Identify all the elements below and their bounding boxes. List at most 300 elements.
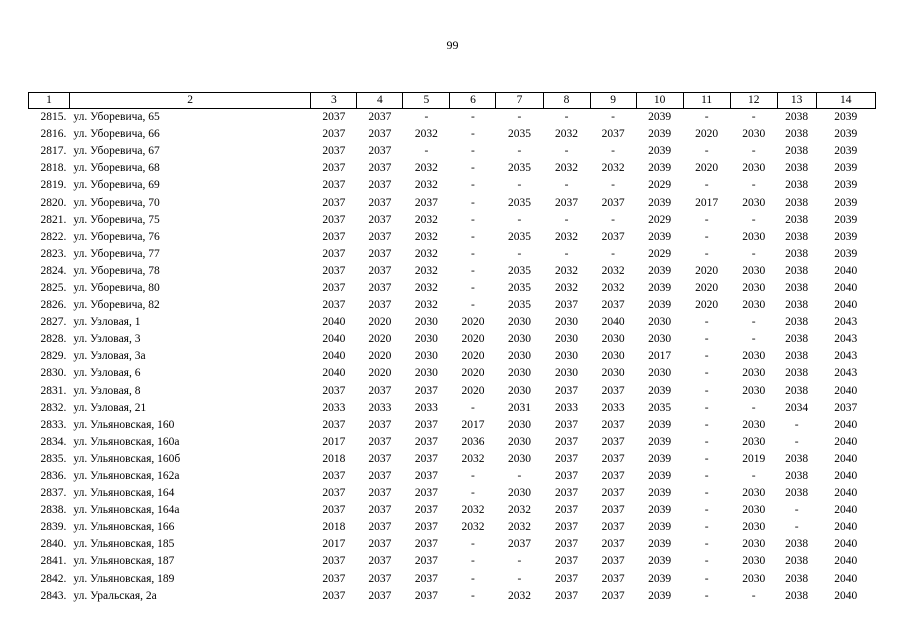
year-cell: 2037 [555, 589, 579, 602]
year-cell: 2037 [368, 179, 392, 192]
year-cell: 2035 [507, 196, 531, 209]
year-cell: - [704, 487, 709, 500]
address-cell: ул. Ульяновская, 164 [73, 487, 175, 500]
year-cell: 2018 [322, 521, 346, 534]
year-cell: 2037 [368, 470, 392, 483]
year-cell: 2038 [785, 111, 809, 124]
address-cell: ул. Уборевича, 77 [73, 247, 160, 260]
row-number-cell: 2831. [40, 384, 67, 397]
table-row [29, 280, 876, 297]
year-cell: 2037 [601, 487, 625, 500]
year-cell: 2032 [461, 452, 485, 465]
year-cell: 2040 [322, 367, 346, 380]
year-cell: - [564, 145, 569, 158]
year-cell: 2038 [785, 367, 809, 380]
year-cell: - [704, 213, 709, 226]
year-cell: 2032 [461, 504, 485, 517]
year-cell: 2040 [834, 589, 858, 602]
year-cell: 2037 [368, 299, 392, 312]
year-cell: 2040 [834, 384, 858, 397]
table-row [29, 383, 876, 400]
year-cell: 2035 [648, 401, 672, 414]
year-cell: 2030 [742, 435, 766, 448]
year-cell: 2032 [601, 162, 625, 175]
row-number-cell: 2823. [40, 247, 67, 260]
year-cell: 2030 [555, 333, 579, 346]
year-cell: 2037 [368, 145, 392, 158]
year-cell: 2040 [834, 521, 858, 534]
year-cell: 2039 [648, 487, 672, 500]
year-cell: 2037 [368, 247, 392, 260]
year-cell: 2037 [368, 572, 392, 585]
year-cell: - [704, 179, 709, 192]
address-cell: ул. Ульяновская, 187 [73, 555, 175, 568]
table-row [29, 502, 876, 519]
year-cell: 2030 [507, 350, 531, 363]
year-cell: 2040 [834, 281, 858, 294]
year-cell: 2038 [785, 128, 809, 141]
page-number: 99 [446, 38, 459, 52]
year-cell: 2029 [648, 247, 672, 260]
year-cell: - [471, 555, 475, 568]
year-cell: 2037 [322, 504, 346, 517]
year-cell: 2039 [648, 418, 672, 431]
year-cell: 2032 [414, 179, 438, 192]
year-cell: 2037 [414, 470, 438, 483]
table-row [29, 588, 876, 605]
year-cell: 2037 [368, 452, 392, 465]
year-cell: 2032 [601, 281, 625, 294]
year-cell: 2037 [322, 196, 346, 209]
year-cell: 2030 [742, 350, 766, 363]
year-cell: 2037 [368, 196, 392, 209]
year-cell: 2036 [461, 435, 485, 448]
year-cell: 2033 [368, 401, 392, 414]
year-cell: 2035 [507, 264, 531, 277]
year-cell: 2037 [322, 299, 346, 312]
year-cell: 2037 [368, 487, 392, 500]
header-cell: 13 [777, 93, 816, 109]
year-cell: - [611, 111, 615, 124]
address-cell: ул. Уборевича, 65 [73, 111, 160, 124]
row-number-cell: 2822. [40, 230, 67, 243]
row-number-cell: 2842. [40, 572, 67, 585]
year-cell: 2030 [742, 367, 766, 380]
table-body [29, 109, 876, 605]
year-cell: - [611, 213, 615, 226]
year-cell: 2034 [785, 401, 809, 414]
year-cell: 2033 [322, 401, 346, 414]
year-cell: - [424, 111, 429, 124]
year-cell: 2037 [507, 538, 531, 551]
year-cell: 2030 [414, 350, 438, 363]
year-cell: - [751, 145, 756, 158]
year-cell: 2030 [507, 452, 531, 465]
header-cell: 2 [69, 93, 310, 109]
year-cell: - [517, 213, 522, 226]
year-cell: 2039 [648, 470, 672, 483]
year-cell: 2037 [414, 384, 438, 397]
year-cell: 2037 [414, 572, 438, 585]
year-cell: - [704, 333, 709, 346]
year-cell: 2040 [834, 470, 858, 483]
row-number-cell: 2836. [40, 470, 67, 483]
header-cell: 3 [311, 93, 357, 109]
year-cell: 2037 [368, 162, 392, 175]
year-cell: 2030 [742, 162, 766, 175]
year-cell: 2037 [555, 418, 579, 431]
year-cell: 2020 [368, 367, 392, 380]
year-cell: - [704, 555, 709, 568]
address-cell: ул. Уборевича, 70 [73, 196, 160, 209]
year-cell: 2030 [742, 487, 766, 500]
year-cell: 2037 [368, 111, 392, 124]
header-cell: 4 [357, 93, 403, 109]
header-cell: 8 [543, 93, 590, 109]
address-cell: ул. Уборевича, 67 [73, 145, 160, 158]
year-cell: 2040 [322, 316, 346, 329]
year-cell: - [517, 572, 522, 585]
year-cell: - [704, 589, 709, 602]
year-cell: 2039 [648, 264, 672, 277]
year-cell: 2030 [555, 316, 579, 329]
header-cell: 6 [450, 93, 496, 109]
year-cell: 2037 [322, 487, 346, 500]
year-cell: 2037 [414, 504, 438, 517]
year-cell: - [704, 367, 709, 380]
table-row [29, 177, 876, 194]
table-row [29, 519, 876, 536]
address-cell: ул. Ульяновская, 166 [73, 521, 175, 534]
year-cell: - [564, 247, 569, 260]
year-cell: 2020 [461, 350, 485, 363]
year-cell: 2037 [414, 555, 438, 568]
year-cell: 2037 [368, 230, 392, 243]
year-cell: 2040 [834, 555, 858, 568]
year-cell: 2037 [601, 504, 625, 517]
year-cell: 2037 [368, 521, 392, 534]
year-cell: 2039 [834, 179, 858, 192]
year-cell: 2030 [742, 128, 766, 141]
year-cell: 2030 [648, 316, 672, 329]
year-cell: 2037 [555, 538, 579, 551]
year-cell: 2030 [742, 264, 766, 277]
table-row [29, 109, 876, 127]
address-cell: ул. Уборевича, 68 [73, 162, 160, 175]
header-cell: 9 [590, 93, 636, 109]
year-cell: 2030 [742, 555, 766, 568]
year-cell: 2039 [648, 162, 672, 175]
year-cell: - [611, 145, 615, 158]
year-cell: 2037 [322, 555, 346, 568]
year-cell: 2020 [695, 264, 719, 277]
year-cell: - [704, 452, 709, 465]
year-cell: 2033 [555, 401, 579, 414]
year-cell: 2032 [414, 264, 438, 277]
year-cell: 2037 [601, 196, 625, 209]
year-cell: - [704, 316, 709, 329]
year-cell: 2029 [648, 179, 672, 192]
table-row [29, 160, 876, 177]
year-cell: 2039 [834, 162, 858, 175]
address-cell: ул. Узловая, 1 [73, 316, 141, 329]
table-row [29, 331, 876, 348]
year-cell: 2037 [322, 247, 346, 260]
year-cell: - [471, 572, 475, 585]
year-cell: 2038 [785, 316, 809, 329]
row-number-cell: 2837. [40, 487, 67, 500]
year-cell: 2030 [507, 367, 531, 380]
year-cell: 2037 [414, 196, 438, 209]
year-cell: 2030 [414, 367, 438, 380]
table-row [29, 126, 876, 143]
year-cell: 2037 [555, 196, 579, 209]
year-cell: 2037 [555, 470, 579, 483]
year-cell: 2037 [555, 521, 579, 534]
year-cell: 2037 [368, 538, 392, 551]
year-cell: 2032 [414, 230, 438, 243]
row-number-cell: 2821. [40, 213, 67, 226]
year-cell: 2032 [555, 230, 579, 243]
year-cell: 2032 [555, 128, 579, 141]
year-cell: 2039 [834, 128, 858, 141]
year-cell: 2037 [601, 572, 625, 585]
year-cell: 2037 [414, 589, 438, 602]
address-cell: ул. Узловая, 21 [73, 401, 147, 414]
year-cell: - [704, 470, 709, 483]
table-row [29, 536, 876, 553]
year-cell: - [564, 213, 569, 226]
year-cell: - [704, 435, 709, 448]
year-cell: - [611, 179, 615, 192]
year-cell: - [471, 196, 475, 209]
year-cell: 2037 [555, 572, 579, 585]
year-cell: 2037 [322, 384, 346, 397]
year-cell: 2035 [507, 162, 531, 175]
year-cell: 2038 [785, 589, 809, 602]
year-cell: 2030 [507, 333, 531, 346]
year-cell: 2037 [601, 418, 625, 431]
year-cell: - [751, 401, 756, 414]
year-cell: 2038 [785, 299, 809, 312]
year-cell: - [704, 247, 709, 260]
year-cell: 2040 [834, 452, 858, 465]
year-cell: - [471, 470, 475, 483]
year-cell: 2037 [834, 401, 858, 414]
year-cell: 2037 [368, 435, 392, 448]
row-number-cell: 2816. [40, 128, 67, 141]
year-cell: 2037 [601, 230, 625, 243]
row-number-cell: 2827. [40, 316, 67, 329]
year-cell: - [471, 299, 475, 312]
year-cell: 2040 [834, 504, 858, 517]
year-cell: - [517, 145, 522, 158]
year-cell: - [517, 247, 522, 260]
row-number-cell: 2819. [40, 179, 67, 192]
year-cell: 2037 [368, 555, 392, 568]
year-cell: 2038 [785, 572, 809, 585]
year-cell: - [751, 213, 756, 226]
year-cell: 2038 [785, 470, 809, 483]
year-cell: 2038 [785, 487, 809, 500]
year-cell: - [471, 487, 475, 500]
year-cell: - [704, 521, 709, 534]
row-number-cell: 2817. [40, 145, 67, 158]
year-cell: 2039 [834, 145, 858, 158]
year-cell: - [564, 111, 569, 124]
year-cell: 2039 [648, 452, 672, 465]
year-cell: 2039 [834, 247, 858, 260]
year-cell: 2037 [601, 435, 625, 448]
year-cell: 2035 [507, 299, 531, 312]
year-cell: - [611, 247, 615, 260]
year-cell: - [751, 316, 756, 329]
year-cell: 2020 [461, 367, 485, 380]
header-cell: 11 [683, 93, 730, 109]
address-cell: ул. Ульяновская, 160а [73, 435, 180, 448]
year-cell: 2040 [834, 435, 858, 448]
year-cell: 2020 [695, 128, 719, 141]
table-row [29, 297, 876, 314]
table-row [29, 194, 876, 211]
year-cell: - [794, 435, 799, 448]
year-cell: 2032 [414, 247, 438, 260]
year-cell: 2038 [785, 264, 809, 277]
year-cell: 2037 [368, 384, 392, 397]
header-cell: 14 [816, 93, 875, 109]
year-cell: 2038 [785, 179, 809, 192]
year-cell: 2039 [648, 521, 672, 534]
year-cell: 2038 [785, 162, 809, 175]
year-cell: 2017 [322, 538, 346, 551]
year-cell: 2030 [555, 367, 579, 380]
year-cell: - [471, 128, 475, 141]
year-cell: 2040 [601, 316, 625, 329]
table-row [29, 571, 876, 588]
year-cell: - [751, 111, 756, 124]
table-row [29, 553, 876, 570]
year-cell: 2037 [368, 418, 392, 431]
table-row [29, 365, 876, 382]
year-cell: 2030 [742, 196, 766, 209]
year-cell: 2040 [834, 572, 858, 585]
row-number-cell: 2828. [40, 333, 67, 346]
year-cell: 2037 [601, 555, 625, 568]
year-cell: 2043 [834, 333, 858, 346]
address-cell: ул. Уборевича, 69 [73, 179, 160, 192]
year-cell: 2037 [322, 418, 346, 431]
year-cell: 2032 [507, 521, 531, 534]
year-cell: 2039 [648, 128, 672, 141]
year-cell: 2038 [785, 452, 809, 465]
year-cell: 2030 [742, 538, 766, 551]
year-cell: 2039 [834, 230, 858, 243]
year-cell: 2037 [322, 572, 346, 585]
year-cell: 2040 [322, 333, 346, 346]
year-cell: 2037 [414, 538, 438, 551]
year-cell: - [471, 589, 475, 602]
year-cell: 2039 [834, 213, 858, 226]
year-cell: 2037 [322, 145, 346, 158]
year-cell: 2037 [322, 281, 346, 294]
row-number-cell: 2841. [40, 555, 67, 568]
year-cell: 2037 [555, 452, 579, 465]
table-row [29, 229, 876, 246]
year-cell: - [751, 179, 756, 192]
year-cell: 2037 [601, 538, 625, 551]
year-cell: 2030 [742, 281, 766, 294]
year-cell: 2039 [648, 538, 672, 551]
year-cell: - [794, 521, 799, 534]
table-row [29, 400, 876, 417]
schedule-table [28, 92, 876, 605]
year-cell: 2030 [742, 504, 766, 517]
year-cell: 2032 [555, 162, 579, 175]
header-cell: 7 [496, 93, 543, 109]
year-cell: - [471, 281, 475, 294]
row-number-cell: 2820. [40, 196, 67, 209]
year-cell: - [751, 247, 756, 260]
header-cell: 12 [730, 93, 777, 109]
year-cell: - [704, 418, 709, 431]
row-number-cell: 2829. [40, 350, 67, 363]
year-cell: - [704, 230, 709, 243]
year-cell: 2039 [648, 555, 672, 568]
year-cell: 2030 [507, 316, 531, 329]
table-row [29, 451, 876, 468]
year-cell: 2032 [555, 281, 579, 294]
year-cell: 2039 [648, 281, 672, 294]
year-cell: 2037 [322, 213, 346, 226]
year-cell: 2039 [648, 145, 672, 158]
year-cell: 2038 [785, 196, 809, 209]
year-cell: 2030 [555, 350, 579, 363]
year-cell: - [517, 470, 522, 483]
address-cell: ул. Ульяновская, 162а [73, 470, 180, 483]
year-cell: 2037 [601, 452, 625, 465]
row-number-cell: 2839. [40, 521, 67, 534]
year-cell: 2038 [785, 230, 809, 243]
year-cell: - [751, 333, 756, 346]
table-row [29, 348, 876, 365]
year-cell: - [424, 145, 429, 158]
row-number-cell: 2840. [40, 538, 67, 551]
year-cell: 2037 [555, 435, 579, 448]
row-number-cell: 2832. [40, 401, 67, 414]
year-cell: 2029 [648, 213, 672, 226]
year-cell: 2030 [648, 367, 672, 380]
year-cell: 2032 [414, 162, 438, 175]
year-cell: 2037 [414, 521, 438, 534]
year-cell: 2037 [555, 384, 579, 397]
year-cell: 2020 [695, 299, 719, 312]
year-cell: 2017 [648, 350, 672, 363]
year-cell: 2020 [461, 316, 485, 329]
year-cell: 2020 [368, 333, 392, 346]
year-cell: 2032 [601, 264, 625, 277]
year-cell: 2030 [742, 418, 766, 431]
year-cell: 2039 [648, 230, 672, 243]
year-cell: 2033 [601, 401, 625, 414]
year-cell: 2039 [648, 384, 672, 397]
year-cell: 2037 [414, 452, 438, 465]
year-cell: 2030 [648, 333, 672, 346]
year-cell: 2037 [555, 487, 579, 500]
address-cell: ул. Узловая, 8 [73, 384, 141, 397]
address-cell: ул. Уборевича, 76 [73, 230, 160, 243]
year-cell: - [471, 230, 475, 243]
year-cell: 2030 [507, 487, 531, 500]
